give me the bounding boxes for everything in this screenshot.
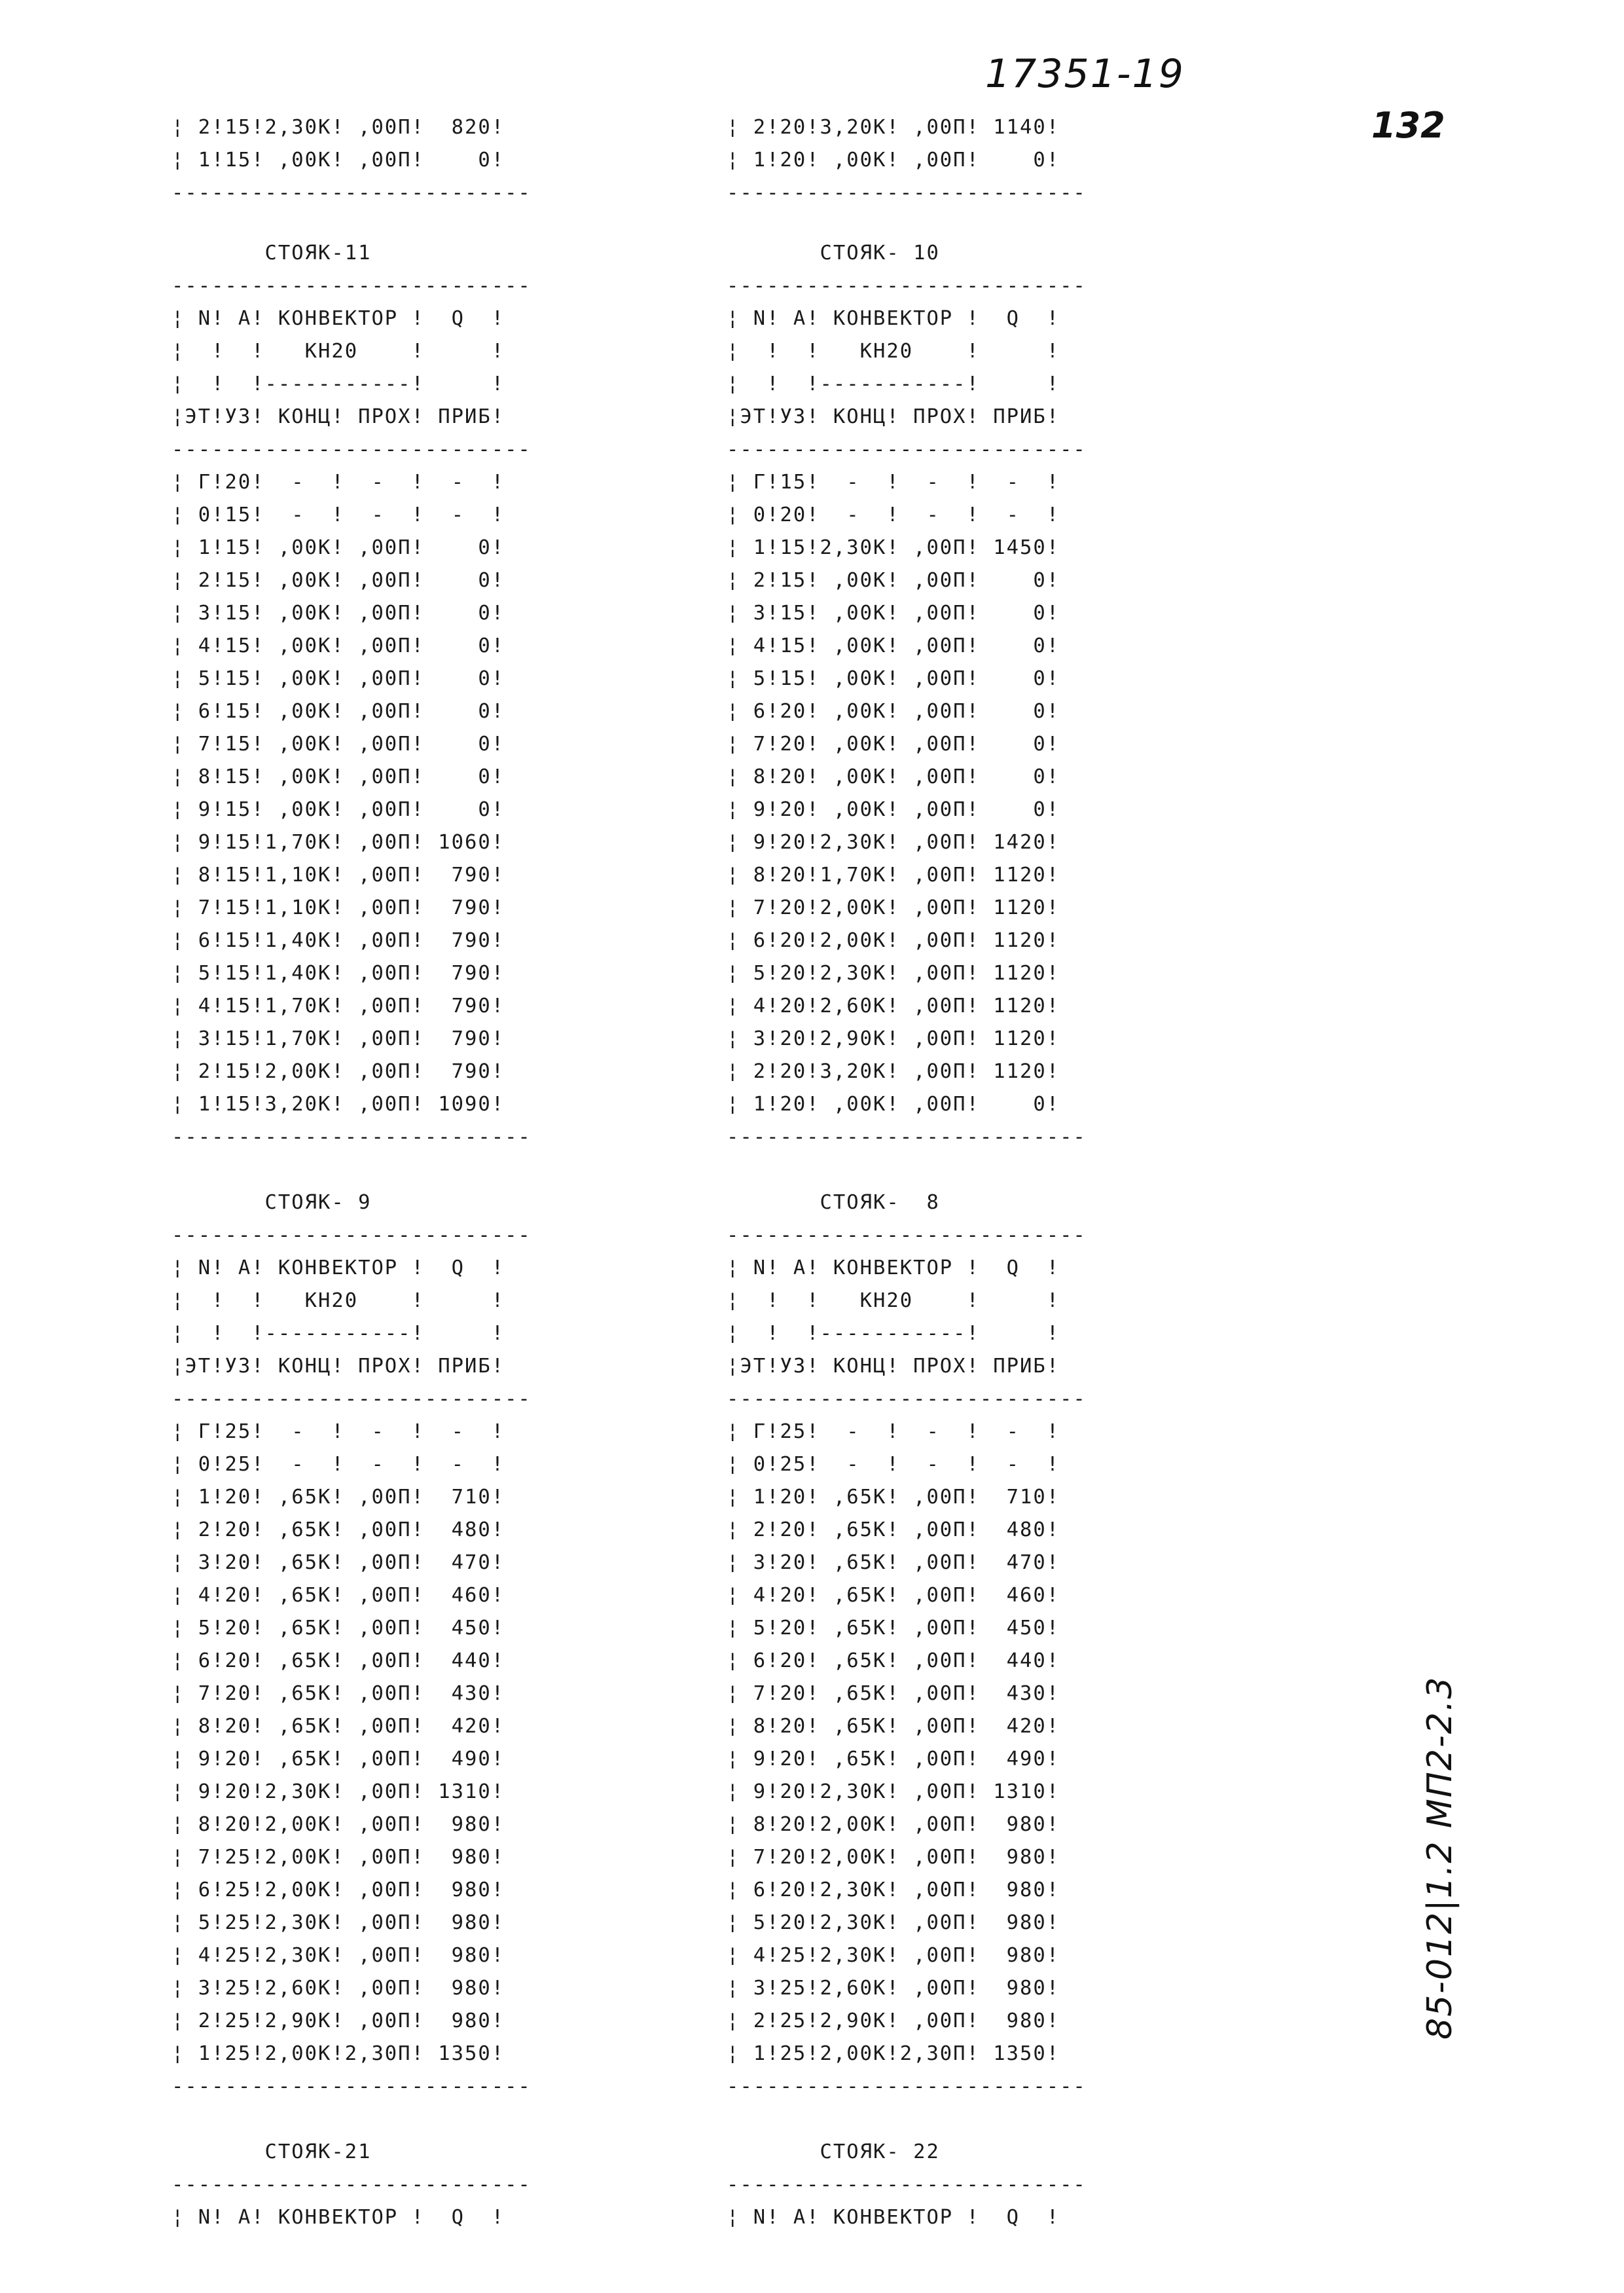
table-fragment-top-right: ¦ 2!20!3,20К! ,00П! 1140! ¦ 1!20! ,00К! ,00П! 0! ---------------------------: [727, 116, 1087, 204]
riser-table-10: СТОЯК- 10 --------------------------- ¦ N! А! КОНВЕКТОР ! Q ! ¦ ! ! КН20 ! ! ¦ ! !-----------! ! ¦ЭТ!УЗ! КОНЦ! ПРОХ! ПРИБ! --------------------------- ¦ Г!15! - ! - ! - ! ¦ 0!20! - ! - ! - ! ¦ 1!15!2,30К! ,00П! 1450! ¦ 2!15! ,00К! ,00П! 0! ¦ 3!15! ,00К! ,00П! 0! ¦ 4!15! ,00К! ,00П! 0! ¦ 5!15! ,00К! ,00П! 0! ¦ 6!20! ,00К! ,00П! 0! ¦ 7!20! ,00К! ,00П! 0! ¦ 8!20! ,00К! ,00П! 0! ¦ 9!20! ,00К! ,00П! 0! ¦ 9!20!2,30К! ,00П! 1420! ¦ 8!20!1,70К! ,00П! 1120! ¦ 7!20!2,00К! ,00П! 1120! ¦ 6!20!2,00К! ,00П! 1120! ¦ 5!20!2,30К! ,00П! 1120! ¦ 4!20!2,60К! ,00П! 1120! ¦ 3!20!2,90К! ,00П! 1120! ¦ 2!20!3,20К! ,00П! 1120! ¦ 1!20! ,00К! ,00П! 0! ---------------------------: [727, 242, 1087, 1148]
side-document-code: 85-012|1.2 МП2-2.3: [1420, 1676, 1460, 2040]
riser-table-21-header: СТОЯК-21 --------------------------- ¦ N! А! КОНВЕКТОР ! Q !: [171, 2140, 532, 2229]
riser-table-22-header: СТОЯК- 22 --------------------------- ¦ N! А! КОНВЕКТОР ! Q !: [727, 2140, 1087, 2229]
riser-table-9: СТОЯК- 9 --------------------------- ¦ N! А! КОНВЕКТОР ! Q ! ¦ ! ! КН20 ! ! ¦ ! !-----------! ! ¦ЭТ!УЗ! КОНЦ! ПРОХ! ПРИБ! --------------------------- ¦ Г!25! - ! - ! - ! ¦ 0!25! - ! - ! - ! ¦ 1!20! ,65К! ,00П! 710! ¦ 2!20! ,65К! ,00П! 480! ¦ 3!20! ,65К! ,00П! 470! ¦ 4!20! ,65К! ,00П! 460! ¦ 5!20! ,65К! ,00П! 450! ¦ 6!20! ,65К! ,00П! 440! ¦ 7!20! ,65К! ,00П! 430! ¦ 8!20! ,65К! ,00П! 420! ¦ 9!20! ,65К! ,00П! 490! ¦ 9!20!2,30К! ,00П! 1310! ¦ 8!20!2,00К! ,00П! 980! ¦ 7!25!2,00К! ,00П! 980! ¦ 6!25!2,00К! ,00П! 980! ¦ 5!25!2,30К! ,00П! 980! ¦ 4!25!2,30К! ,00П! 980! ¦ 3!25!2,60К! ,00П! 980! ¦ 2!25!2,90К! ,00П! 980! ¦ 1!25!2,00К!2,30П! 1350! ---------------------------: [171, 1191, 532, 2098]
table-fragment-top-left: ¦ 2!15!2,30К! ,00П! 820! ¦ 1!15! ,00К! ,00П! 0! ---------------------------: [171, 116, 532, 204]
document-number: 17351-19: [985, 51, 1185, 97]
riser-table-11: СТОЯК-11 --------------------------- ¦ N! А! КОНВЕКТОР ! Q ! ¦ ! ! КН20 ! ! ¦ ! !-----------! ! ¦ЭТ!УЗ! КОНЦ! ПРОХ! ПРИБ! --------------------------- ¦ Г!20! - ! - ! - ! ¦ 0!15! - ! - ! - ! ¦ 1!15! ,00К! ,00П! 0! ¦ 2!15! ,00К! ,00П! 0! ¦ 3!15! ,00К! ,00П! 0! ¦ 4!15! ,00К! ,00П! 0! ¦ 5!15! ,00К! ,00П! 0! ¦ 6!15! ,00К! ,00П! 0! ¦ 7!15! ,00К! ,00П! 0! ¦ 8!15! ,00К! ,00П! 0! ¦ 9!15! ,00К! ,00П! 0! ¦ 9!15!1,70К! ,00П! 1060! ¦ 8!15!1,10К! ,00П! 790! ¦ 7!15!1,10К! ,00П! 790! ¦ 6!15!1,40К! ,00П! 790! ¦ 5!15!1,40К! ,00П! 790! ¦ 4!15!1,70К! ,00П! 790! ¦ 3!15!1,70К! ,00П! 790! ¦ 2!15!2,00К! ,00П! 790! ¦ 1!15!3,20К! ,00П! 1090! ---------------------------: [171, 242, 532, 1148]
riser-table-8: СТОЯК- 8 --------------------------- ¦ N! А! КОНВЕКТОР ! Q ! ¦ ! ! КН20 ! ! ¦ ! !-----------! ! ¦ЭТ!УЗ! КОНЦ! ПРОХ! ПРИБ! --------------------------- ¦ Г!25! - ! - ! - ! ¦ 0!25! - ! - ! - ! ¦ 1!20! ,65К! ,00П! 710! ¦ 2!20! ,65К! ,00П! 480! ¦ 3!20! ,65К! ,00П! 470! ¦ 4!20! ,65К! ,00П! 460! ¦ 5!20! ,65К! ,00П! 450! ¦ 6!20! ,65К! ,00П! 440! ¦ 7!20! ,65К! ,00П! 430! ¦ 8!20! ,65К! ,00П! 420! ¦ 9!20! ,65К! ,00П! 490! ¦ 9!20!2,30К! ,00П! 1310! ¦ 8!20!2,00К! ,00П! 980! ¦ 7!20!2,00К! ,00П! 980! ¦ 6!20!2,30К! ,00П! 980! ¦ 5!20!2,30К! ,00П! 980! ¦ 4!25!2,30К! ,00П! 980! ¦ 3!25!2,60К! ,00П! 980! ¦ 2!25!2,90К! ,00П! 980! ¦ 1!25!2,00К!2,30П! 1350! ---------------------------: [727, 1191, 1087, 2098]
page-number: 132: [1371, 105, 1445, 146]
